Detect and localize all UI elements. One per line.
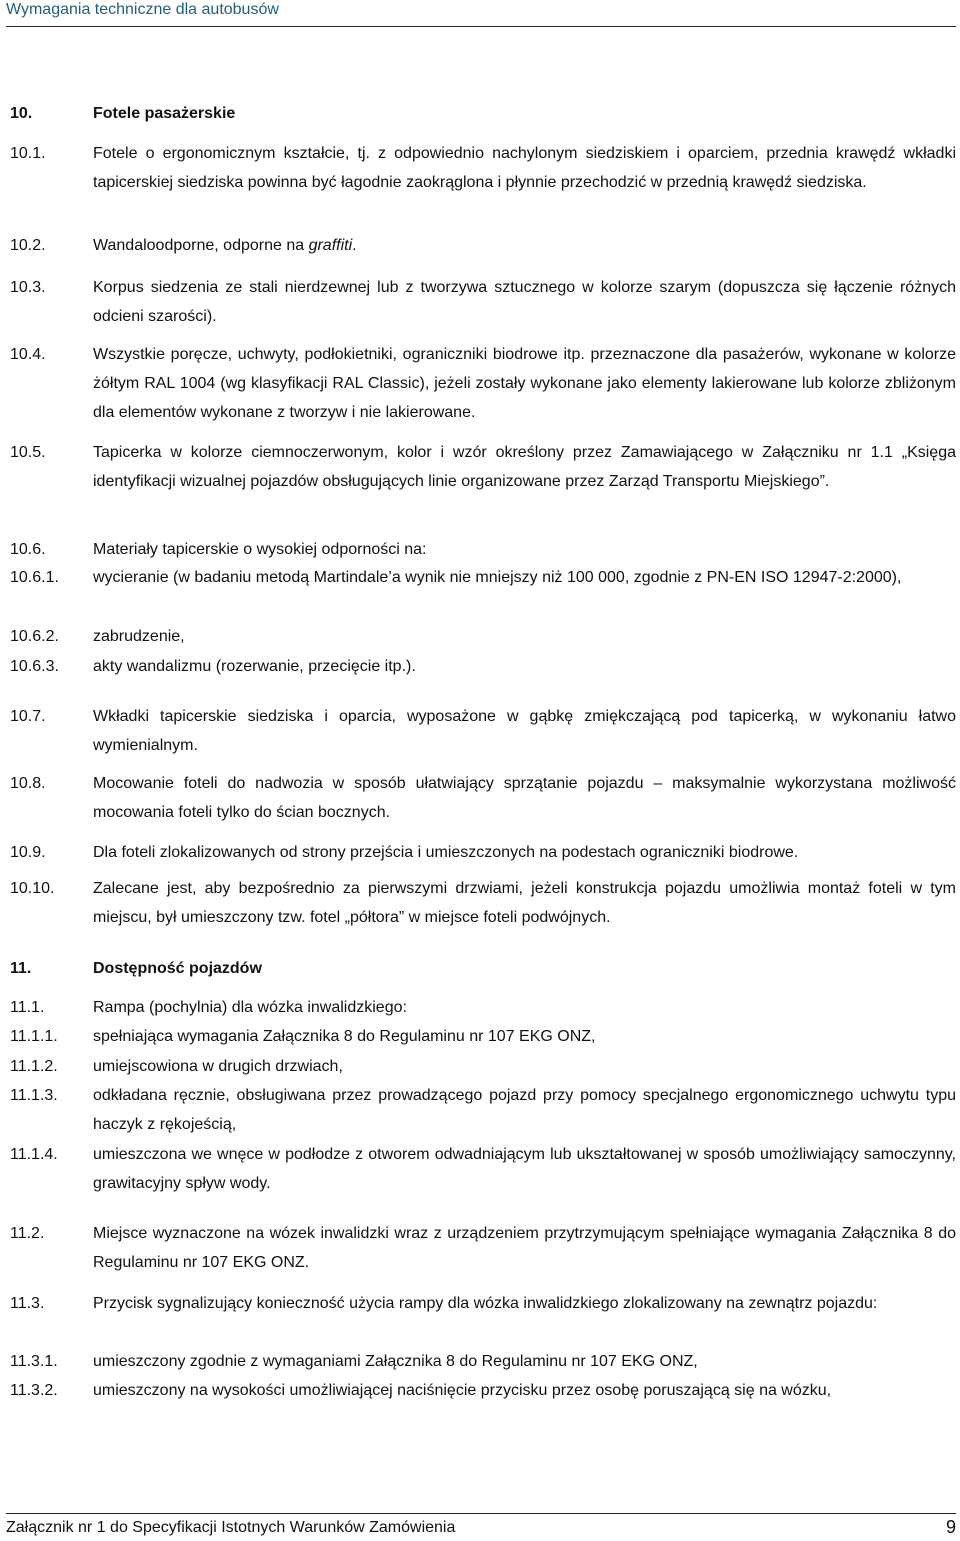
header-divider: [6, 26, 956, 27]
list-item: [10, 993, 956, 1022]
item-number: 11.1.1.: [10, 1028, 58, 1045]
list-item: [10, 563, 956, 592]
list-item: [10, 273, 956, 331]
item-text: umieszczony zgodnie z wymaganiami Załącznika 8 do Regulaminu nr 107 EKG ONZ,: [93, 1353, 698, 1370]
item-number: 11.1.3.: [10, 1087, 58, 1104]
item-text: Mocowanie foteli do nadwozia w sposób ułatwiający sprzątanie pojazdu – maksymalnie wykorzystana możliwość mocowania foteli tylko do ścian bocznych.: [93, 775, 956, 821]
section-title: Dostępność pojazdów: [93, 960, 262, 977]
item-number: 10.6.1.: [10, 569, 59, 586]
item-number: 11.1.: [10, 999, 45, 1016]
list-item: [10, 838, 956, 867]
item-text: Materiały tapicerskie o wysokiej odporności na:: [93, 541, 427, 558]
item-text: umiejscowiona w drugich drzwiach,: [93, 1058, 343, 1075]
item-text: zabrudzenie,: [93, 628, 185, 645]
item-number: 10.4.: [10, 346, 46, 363]
item-number: 10.3.: [10, 279, 46, 296]
list-item: [10, 139, 956, 197]
list-item: [10, 1052, 956, 1081]
item-text: spełniająca wymagania Załącznika 8 do Regulaminu nr 107 EKG ONZ,: [93, 1028, 596, 1045]
item-text: Tapicerka w kolorze ciemnoczerwonym, kolor i wzór określony przez Zamawiającego w Załączniku nr 1.1 „Księga identyfikacji wizualnej pojazdów obsługujących linie organizowane przez Zarząd Transportu Miejskiego”.: [93, 444, 956, 490]
item-text: Dla foteli zlokalizowanych od strony przejścia i umieszczonych na podestach ograniczniki biodrowe.: [93, 844, 799, 861]
page-footer: [6, 1513, 956, 1541]
item-text: umieszczony na wysokości umożliwiającej naciśnięcie przycisku przez osobę poruszającą się na wózku,: [93, 1382, 832, 1399]
list-item: [10, 1081, 956, 1139]
list-item: [10, 1219, 956, 1277]
list-item: [10, 652, 956, 681]
item-number: 10.10.: [10, 880, 55, 897]
list-item: [10, 1376, 956, 1405]
item-number: 10.6.: [10, 541, 46, 558]
page-number: 9: [945, 1517, 956, 1537]
item-number: 11.3.1.: [10, 1353, 58, 1370]
item-text: Korpus siedzenia ze stali nierdzewnej lub z tworzywa sztucznego w kolorze szarym (dopuszcza się łączenie różnych odcieni szarości).: [93, 279, 956, 325]
item-number: 11.3.: [10, 1295, 45, 1312]
item-text: odkładana ręcznie, obsługiwana przez prowadzącego pojazd przy pomocy specjalnego ergonomicznego uchwytu typu haczyk z rękojeścią,: [93, 1087, 956, 1133]
item-number: 10.5.: [10, 444, 46, 461]
list-item: [10, 874, 956, 932]
list-item: [10, 438, 956, 496]
item-number: 11.3.2.: [10, 1382, 58, 1399]
list-item: [10, 622, 956, 651]
footer-divider: [6, 1513, 956, 1514]
item-text: Miejsce wyznaczone na wózek inwalidzki wraz z urządzeniem przytrzymującym spełniające wymagania Załącznika 8 do Regulaminu nr 107 EKG ONZ.: [93, 1225, 956, 1271]
section-number: 10.: [10, 105, 33, 122]
list-item: [10, 1347, 956, 1376]
item-number: 11.1.2.: [10, 1058, 58, 1075]
item-text: wycieranie (w badaniu metodą Martindale’a wynik nie mniejszy niż 100 000, zgodnie z PN-EN ISO 12947-2:2000),: [93, 569, 902, 586]
item-text: Wkładki tapicerskie siedziska i oparcia, wyposażone w gąbkę zmiękczającą pod tapicerką, w wykonaniu łatwo wymienialnym.: [93, 708, 956, 754]
item-number: 10.8.: [10, 775, 46, 792]
footer-text: Załącznik nr 1 do Specyfikacji Istotnych Warunków Zamówienia: [6, 1519, 456, 1536]
list-item: [10, 340, 956, 427]
item-text-main: Wandaloodporne, odporne na: [93, 237, 309, 254]
list-item: [10, 1289, 956, 1318]
item-number: 11.2.: [10, 1225, 45, 1242]
item-number: 10.1.: [10, 145, 46, 162]
list-item: [10, 1022, 956, 1051]
item-number: 11.1.4.: [10, 1146, 58, 1163]
section-heading: [10, 954, 956, 983]
item-text: Wszystkie poręcze, uchwyty, podłokietniki, ograniczniki biodrowe itp. przeznaczone dla pasażerów, wykonane w kolorze żółtym RAL 1004 (wg klasyfikacji RAL Classic), jeżeli zostały wykonane jako elementy lakierowane lub kolorze zbliżonym dla elementów wykonane z tworzyw i nie lakierowane.: [93, 346, 956, 421]
header-title: Wymagania techniczne dla autobusów: [6, 1, 279, 18]
section-heading: [10, 99, 956, 128]
item-text-italic: graffiti: [308, 237, 353, 254]
list-item: [10, 1140, 956, 1198]
list-item: [10, 769, 956, 827]
item-number: 10.6.3.: [10, 658, 59, 675]
item-number: 10.9.: [10, 844, 46, 861]
item-text: Fotele o ergonomicznym kształcie, tj. z odpowiednio nachylonym siedziskiem i oparciem, przednia krawędź wkładki tapicerskiej siedziska powinna być łagodnie zaokrąglona i płynnie przechodzić w przednią krawędź siedziska.: [93, 145, 956, 191]
list-item: [10, 231, 956, 260]
item-number: 10.2.: [10, 237, 46, 254]
item-text: umieszczona we wnęce w podłodze z otworem odwadniającym lub ukształtowanej w sposób umożliwiający samoczynny, grawitacyjny spływ wody.: [93, 1146, 956, 1192]
item-text: Przycisk sygnalizujący konieczność użycia rampy dla wózka inwalidzkiego zlokalizowany na zewnątrz pojazdu:: [93, 1295, 878, 1312]
page-header: [6, 0, 956, 24]
list-item: [10, 535, 956, 564]
item-text-end: .: [352, 237, 357, 254]
item-text: [93, 231, 956, 260]
section-number: 11.: [10, 960, 32, 977]
item-text: Zalecane jest, aby bezpośrednio za pierwszymi drzwiami, jeżeli konstrukcja pojazdu umożliwia montaż foteli w tym miejscu, był umieszczony tzw. fotel „półtora” w miejsce foteli podwójnych.: [93, 880, 956, 926]
list-item: [10, 702, 956, 760]
item-text: Rampa (pochylnia) dla wózka inwalidzkiego:: [93, 999, 407, 1016]
item-number: 10.7.: [10, 708, 46, 725]
item-number: 10.6.2.: [10, 628, 59, 645]
item-text: akty wandalizmu (rozerwanie, przecięcie itp.).: [93, 658, 416, 675]
section-title: Fotele pasażerskie: [93, 105, 236, 122]
